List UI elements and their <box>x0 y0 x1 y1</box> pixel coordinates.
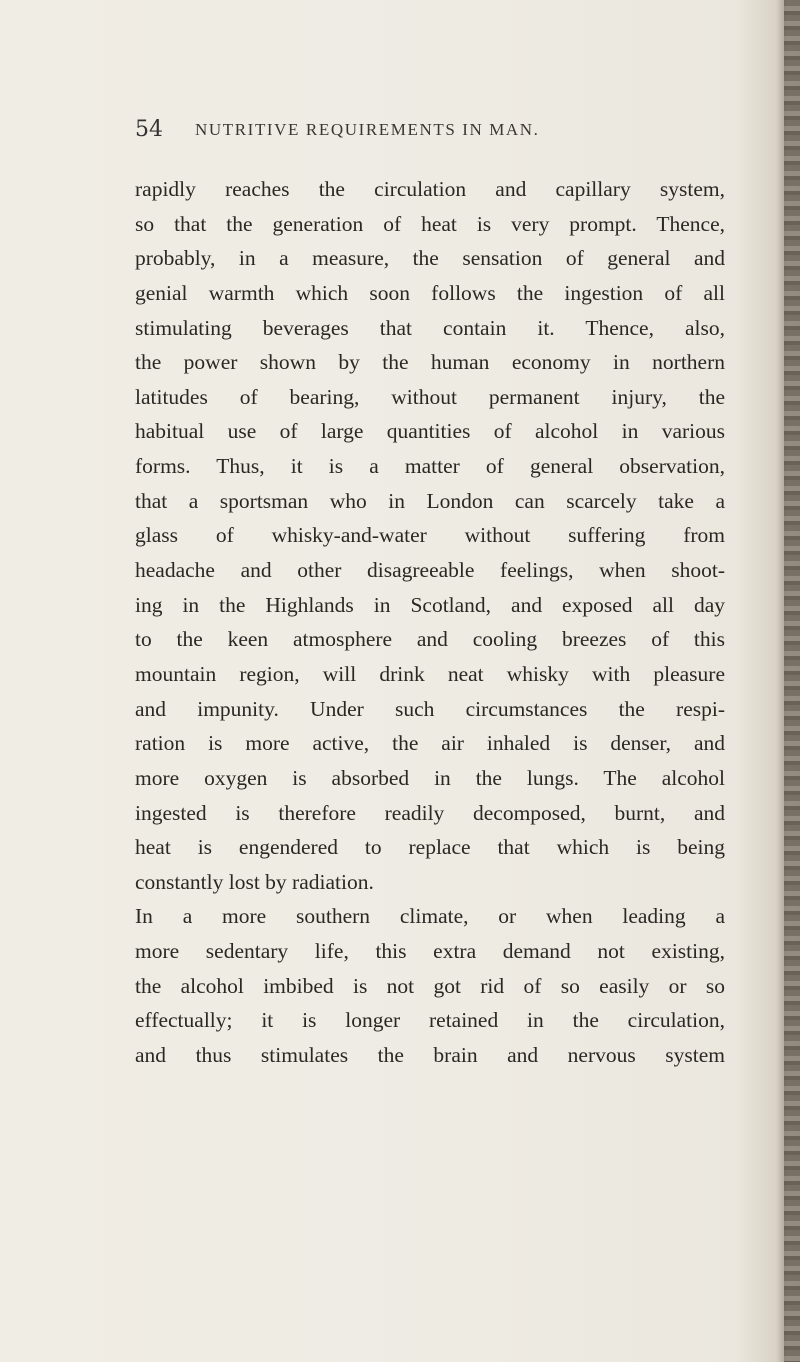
text-line: latitudes of bearing, without permanent injury, the <box>135 384 725 409</box>
text-line: probably, in a measure, the sensation of general and <box>135 246 725 271</box>
text-line: the power shown by the human economy in northern <box>135 350 725 375</box>
text-line: In a more southern climate, or when leading a <box>135 904 725 929</box>
page-number: 54 <box>135 117 163 142</box>
text-line: to the keen atmosphere and cooling breezes of this <box>135 627 725 652</box>
text-line: constantly lost by radiation. <box>135 869 374 894</box>
text-line: ingested is therefore readily decomposed, burnt, and <box>135 800 725 825</box>
text-line: stimulating beverages that contain it. Thence, also, <box>135 315 725 340</box>
text-line: ration is more active, the air inhaled is denser, and <box>135 731 725 756</box>
page-edge <box>784 0 800 1362</box>
text-line: mountain region, will drink neat whisky with pleasure <box>135 661 725 686</box>
text-line: forms. Thus, it is a matter of general observation, <box>135 454 725 479</box>
text-line: and thus stimulates the brain and nervous system <box>135 1043 725 1068</box>
text-line: effectually; it is longer retained in the circulation, <box>135 1008 725 1033</box>
text-line: so that the generation of heat is very prompt. Thence, <box>135 211 725 236</box>
text-line: habitual use of large quantities of alcohol in various <box>135 419 725 444</box>
text-line: genial warmth which soon follows the ingestion of all <box>135 280 725 305</box>
text-line: ing in the Highlands in Scotland, and exposed all day <box>135 592 725 617</box>
text-line: and impunity. Under such circumstances the respi- <box>135 696 725 721</box>
text-line: more sedentary life, this extra demand not existing, <box>135 939 725 964</box>
text-line: glass of whisky-and-water without suffering from <box>135 523 725 548</box>
text-line: the alcohol imbibed is not got rid of so easily or so <box>135 973 725 998</box>
body-text <box>135 172 725 1073</box>
page-header <box>135 117 725 147</box>
text-line: rapidly reaches the circulation and capillary system, <box>135 177 725 201</box>
text-line: more oxygen is absorbed in the lungs. The alcohol <box>135 765 725 790</box>
text-line: headache and other disagreeable feelings, when shoot- <box>135 558 725 583</box>
text-line: that a sportsman who in London can scarcely take a <box>135 488 725 513</box>
running-head: NUTRITIVE REQUIREMENTS IN MAN. <box>195 120 540 139</box>
text-line: heat is engendered to replace that which is being <box>135 835 725 860</box>
